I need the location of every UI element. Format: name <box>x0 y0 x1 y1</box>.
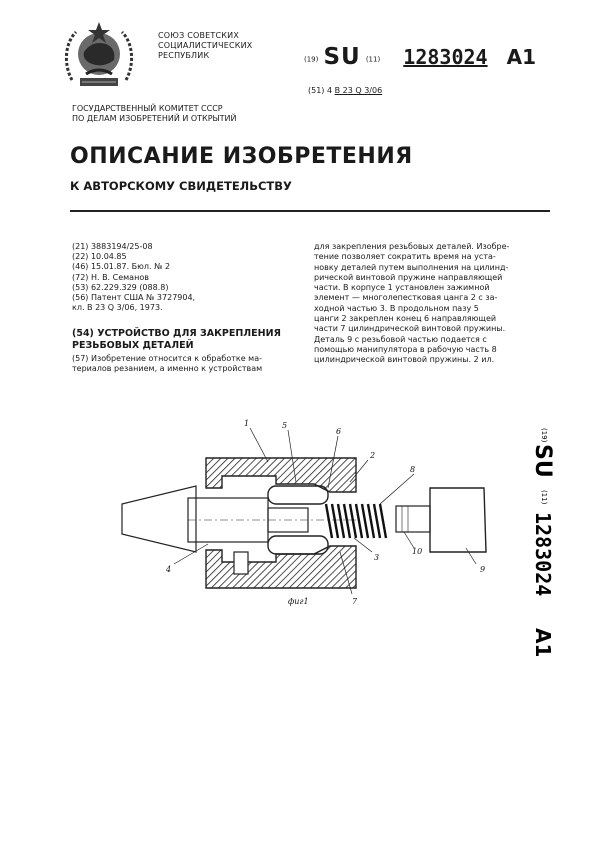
label-6: 6 <box>336 427 342 436</box>
document-subtitle: К АВТОРСКОМУ СВИДЕТЕЛЬСТВУ <box>70 179 292 193</box>
union-name <box>158 31 252 61</box>
code-19: (19) <box>304 55 319 64</box>
invention-title-line: (54) УСТРОЙСТВО ДЛЯ ЗАКРЕПЛЕНИЯ <box>72 328 281 339</box>
bibliographic-data <box>72 242 195 313</box>
union-line: СОЦИАЛИСТИЧЕСКИХ <box>158 41 253 50</box>
biblio-line: (56) Патент США № 3727904, <box>72 293 196 303</box>
country-code: SU <box>323 44 361 70</box>
abstract-line: элемент — многолепестковая цанга 2 с за- <box>314 293 498 303</box>
title-divider <box>70 210 550 212</box>
kind-code: A1 <box>506 45 537 69</box>
biblio-line: (72) Н. В. Семанов <box>72 272 149 282</box>
biblio-line: (21) 3883194/25-08 <box>72 242 153 251</box>
set-screw <box>234 552 248 574</box>
union-line: РЕСПУБЛИК <box>158 51 210 60</box>
biblio-line: (46) 15.01.87. Бюл. № 2 <box>72 262 171 272</box>
abstract-line: цанги 2 закреплен конец 6 направляющей <box>314 314 497 324</box>
side-country: SU <box>530 444 555 478</box>
bolt-thread <box>396 506 430 532</box>
side-number: 1283024 <box>531 512 555 597</box>
ipc-classification <box>308 86 382 95</box>
state-committee <box>72 104 236 124</box>
abstract-line: части 7 цилиндрической винтовой пружины. <box>314 324 506 334</box>
abstract-line: новку деталей путем выполнения на цилинд- <box>314 262 509 272</box>
invention-title-line: РЕЗЬБОВЫХ ДЕТАЛЕЙ <box>72 340 194 351</box>
bolt-head <box>430 488 486 552</box>
side-code-11: (11) <box>540 490 548 505</box>
label-4: 4 <box>166 565 172 574</box>
abstract-line: помощью манипулятора в рабочую часть 8 <box>314 344 497 354</box>
abstract-line: териалов резанием, а именно к устройствам <box>72 364 263 374</box>
biblio-line: (53) 62.229.329 (088.8) <box>72 282 169 292</box>
abstract-line: тение позволяет сократить время на уста- <box>314 252 496 262</box>
label-1: 1 <box>244 419 250 428</box>
side-stamp <box>528 428 576 668</box>
document-title: ОПИСАНИЕ ИЗОБРЕТЕНИЯ <box>70 144 413 169</box>
spindle-taper <box>122 486 196 552</box>
label-2: 2 <box>370 451 376 460</box>
committee-line: ГОСУДАРСТВЕННЫЙ КОМИТЕТ СССР <box>72 104 223 113</box>
label-3: 3 <box>374 553 380 562</box>
label-7: 7 <box>352 597 358 606</box>
patent-number: 1283024 <box>403 45 488 69</box>
publication-number <box>304 44 536 74</box>
abstract-line: части. В корпусе 1 установлен зажимной <box>314 283 490 293</box>
collet-lobe-top <box>268 486 328 504</box>
technical-drawing <box>118 412 498 612</box>
label-10: 10 <box>412 547 423 556</box>
abstract-line: для закрепления резьбовых деталей. Изобре- <box>314 242 510 251</box>
committee-line: ПО ДЕЛАМ ИЗОБРЕТЕНИЙ И ОТКРЫТИЙ <box>72 114 237 123</box>
abstract-line: ходной частью 3. В продольном пазу 5 <box>314 303 479 313</box>
code-11: (11) <box>365 55 381 64</box>
ipc-value: В 23 Q 3/06 <box>334 86 383 95</box>
biblio-line: (22) 10.04.85 <box>72 252 127 262</box>
label-9: 9 <box>480 565 486 574</box>
label-5: 5 <box>282 421 288 430</box>
spring-coils <box>326 504 386 538</box>
invention-title <box>72 328 281 352</box>
ussr-emblem-icon <box>62 18 136 94</box>
side-kind: A1 <box>531 628 555 658</box>
housing-upper <box>206 458 356 492</box>
side-code-19: (19) <box>540 428 548 443</box>
biblio-line: кл. В 23 Q 3/06, 1973. <box>72 303 163 313</box>
union-line: СОЮЗ СОВЕТСКИХ <box>158 31 240 40</box>
abstract-line: цилиндрической винтовой пружины. 2 ил. <box>314 355 495 365</box>
label-8: 8 <box>410 465 416 474</box>
ipc-code: (51) 4 <box>308 86 333 95</box>
abstract-column-right <box>314 242 552 366</box>
abstract-column-left <box>72 354 304 375</box>
housing-lower <box>206 546 356 588</box>
figure-caption: фиг1 <box>288 597 309 606</box>
abstract-line: (57) Изобретение относится к обработке ма- <box>72 354 262 363</box>
abstract-line: Деталь 9 с резьбовой частью подается с <box>314 334 487 344</box>
abstract-line: рической винтовой пружине направляющей <box>314 272 503 282</box>
